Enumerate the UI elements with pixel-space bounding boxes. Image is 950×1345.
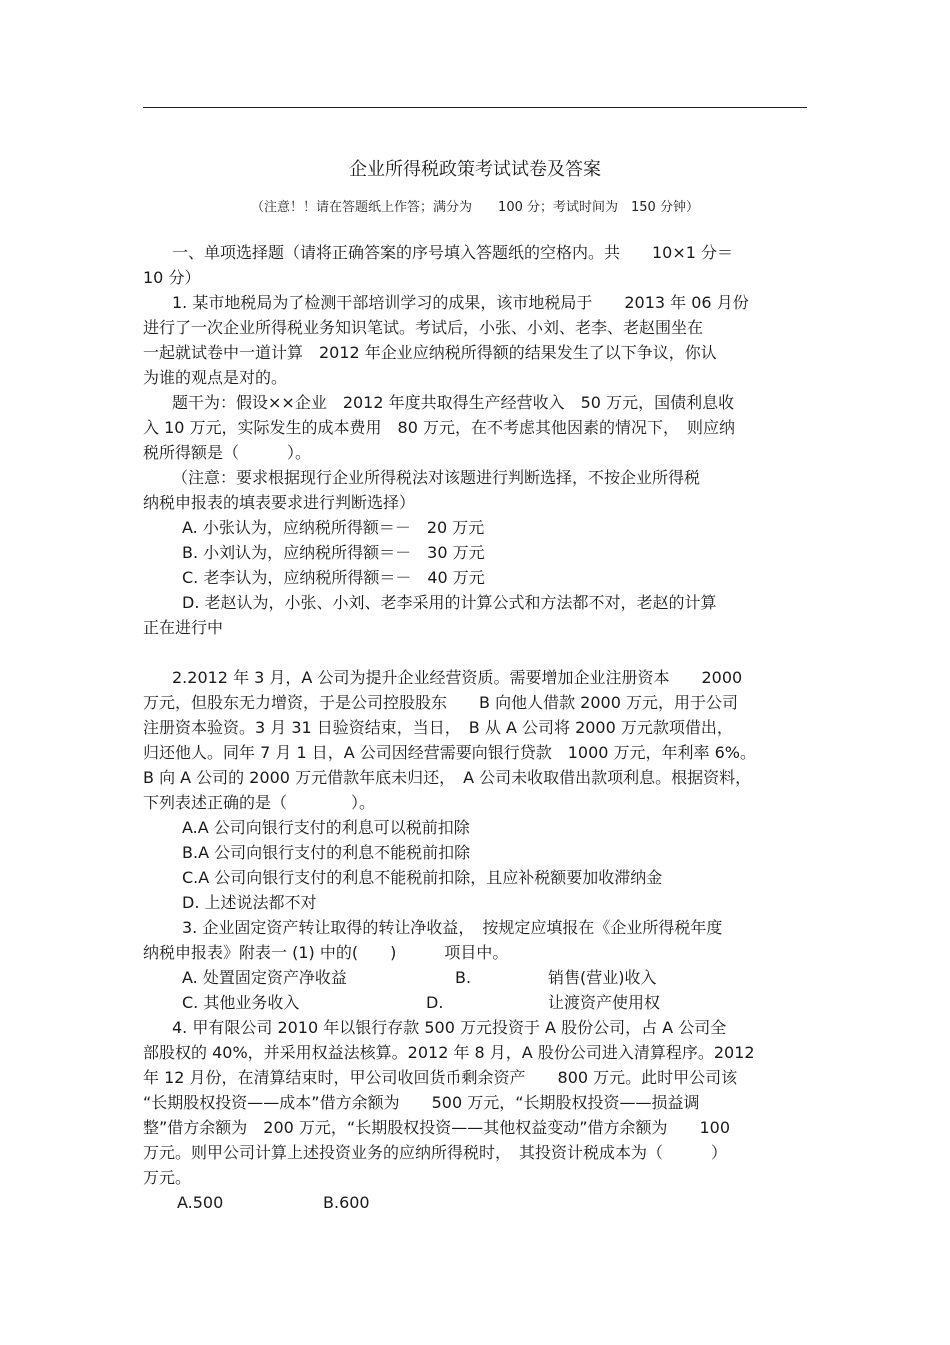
question-3-option-a: A. 处置固定资产净收益 (182, 968, 347, 987)
question-4-option-a: A.500 (177, 1193, 224, 1212)
question-3-option-b-text: 销售(营业)收入 (548, 968, 657, 987)
question-2-line: 归还他人。同年 7 月 1 日，A 公司因经营需要向银行贷款 1000 万元，年利率 6%。 (143, 743, 757, 762)
question-1-option-b: B. 小刘认为，应纳税所得额＝－ 30 万元 (182, 543, 485, 562)
question-3-option-c: C. 其他业务收入 (182, 993, 300, 1012)
section-heading-cont: 10 分） (143, 268, 201, 287)
question-2-option-c: C.A 公司向银行支付的利息不能税前扣除，且应补税额要加收滞纳金 (182, 868, 663, 887)
question-2-line: B 向 A 公司的 2000 万元借款年底未归还， A 公司未收取借出款项利息。根据资料， (143, 768, 752, 787)
question-2-option-a: A.A 公司向银行支付的利息可以税前扣除 (182, 818, 470, 837)
question-1-line: 为谁的观点是对的。 (143, 368, 288, 387)
question-1-note: 纳税申报表的填表要求进行判断选择） (143, 493, 416, 512)
question-3-option-b-label: B. (455, 968, 472, 987)
question-4-line: 整”借方余额为 200 万元，“长期股权投资——其他权益变动”借方余额为 100 (143, 1118, 731, 1137)
exam-note: （注意！！请在答题纸上作答；满分为 100 分；考试时间为 150 分钟） (251, 200, 699, 215)
question-1-option-c: C. 老李认为，应纳税所得额＝－ 40 万元 (182, 568, 485, 587)
page-title: 企业所得税政策考试试卷及答案 (349, 159, 601, 180)
question-4-line: 4. 甲有限公司 2010 年以银行存款 500 万元投资于 A 股份公司，占 A 公司全 (172, 1018, 727, 1037)
question-1-stem: 入 10 万元，实际发生的成本费用 80 万元，在不考虑其他因素的情况下， 则应纳 (143, 418, 735, 437)
question-1-line: 1. 某市地税局为了检测干部培训学习的成果，该市地税局于 2013 年 06 月份 (172, 293, 749, 312)
question-4-line: 部股权的 40%，并采用权益法核算。2012 年 8 月，A 股份公司进入清算程序。2012 (143, 1043, 755, 1062)
question-2-line: 万元，但股东无力增资，于是公司控股股东 B 向他人借款 2000 万元，用于公司 (143, 693, 738, 712)
question-2-line: 注册资本验资。3 月 31 日验资结束，当日， B 从 A 公司将 2000 万元款项借出， (143, 718, 733, 737)
question-1-line: 进行了一次企业所得税业务知识笔试。考试后，小张、小刘、老李、老赵围坐在 (143, 318, 704, 337)
question-1-option-d-cont: 正在进行中 (143, 618, 224, 637)
question-1-stem: 题干为：假设××企业 2012 年度共取得生产经营收入 50 万元，国债利息收 (172, 393, 735, 412)
question-1-option-d: D. 老赵认为，小张、小刘、老李采用的计算公式和方法都不对，老赵的计算 (182, 593, 717, 612)
question-4-line: “长期股权投资——成本”借方余额为 500 万元，“长期股权投资——损益调 (143, 1093, 700, 1112)
header-rule (143, 107, 807, 108)
question-2-option-b: B.A 公司向银行支付的利息不能税前扣除 (182, 843, 471, 862)
question-3-line: 3. 企业固定资产转让取得的转让净收益， 按规定应填报在《企业所得税年度 (182, 918, 723, 937)
question-4-line: 万元。则甲公司计算上述投资业务的应纳所得税时， 其投资计税成本为（ ） (143, 1143, 728, 1162)
question-4-option-b: B.600 (323, 1193, 370, 1212)
question-1-line: 一起就试卷中一道计算 2012 年企业应纳税所得额的结果发生了以下争议，你认 (143, 343, 717, 362)
question-2-option-d: D. 上述说法都不对 (182, 893, 317, 912)
question-2-line: 下列表述正确的是（ ）。 (143, 793, 376, 812)
question-3-line: 纳税申报表》附表一 (1) 中的( ) 项目中。 (143, 943, 509, 962)
question-2-line: 2.2012 年 3 月，A 公司为提升企业经营资质。需要增加企业注册资本 2000 (172, 668, 743, 687)
question-1-stem: 税所得额是（ ）。 (143, 443, 312, 462)
question-3-option-d-label: D. (426, 993, 444, 1012)
question-4-line: 万元。 (143, 1168, 192, 1187)
question-1-note: （注意：要求根据现行企业所得税法对该题进行判断选择，不按企业所得税 (172, 468, 701, 487)
question-4-line: 年 12 月份，在清算结束时，甲公司收回货币剩余资产 800 万元。此时甲公司该 (143, 1068, 738, 1087)
question-3-option-d-text: 让渡资产使用权 (548, 993, 661, 1012)
section-heading: 一、单项选择题（请将正确答案的序号填入答题纸的空格内。共 10×1 分＝ (172, 243, 734, 262)
question-1-option-a: A. 小张认为，应纳税所得额＝－ 20 万元 (182, 518, 485, 537)
